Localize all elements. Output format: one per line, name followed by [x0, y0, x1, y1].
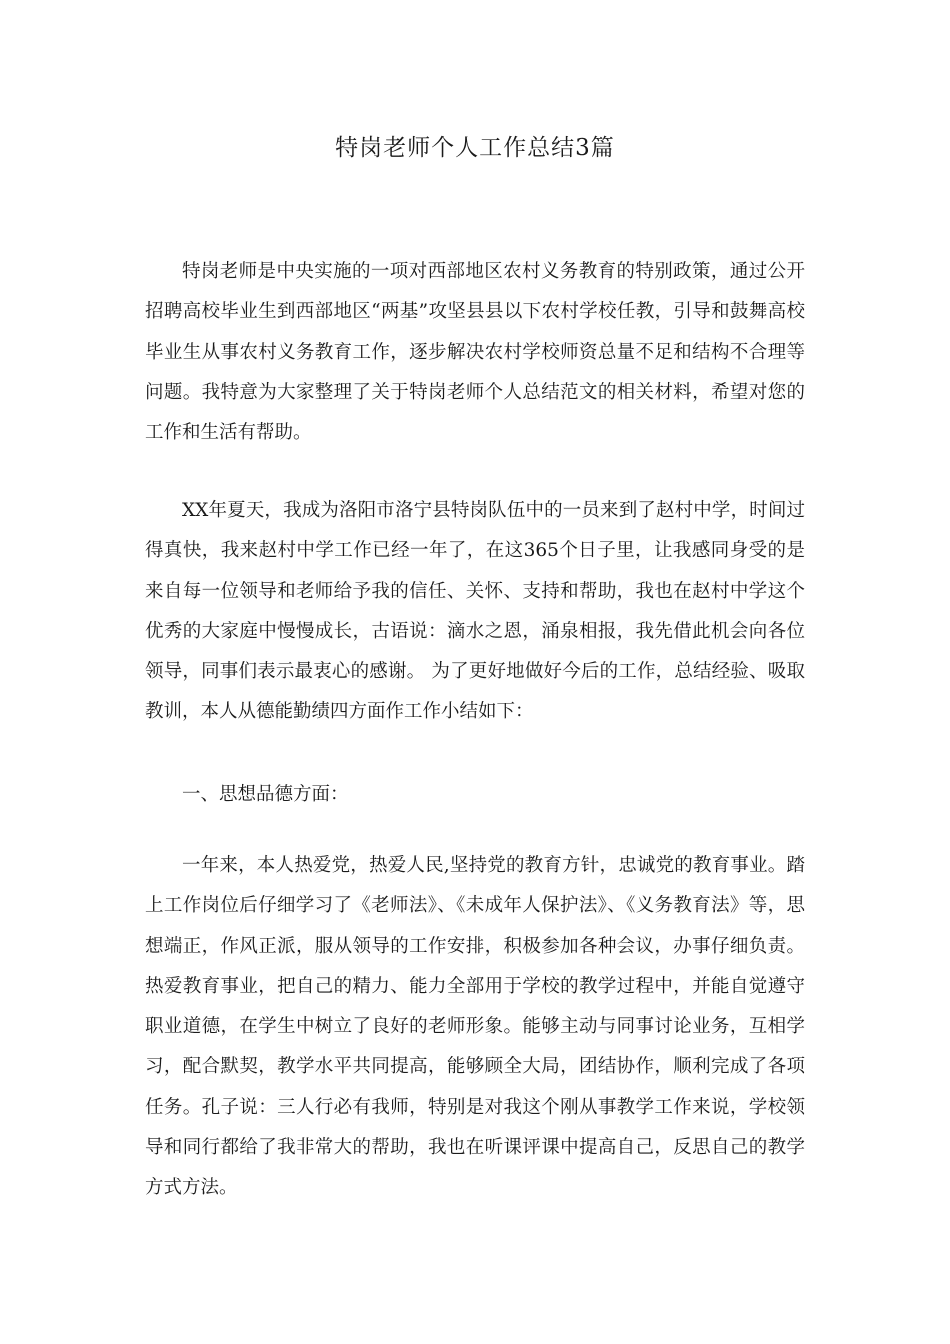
section-heading-ideology: 一、思想品德方面： [182, 784, 349, 805]
paragraph-ideology: 一年来，本人热爱党，热爱人民,坚持党的教育方针，忠诚党的教育事业。踏上工作岗位后仔细学习了《老师法》、《未成年人保护法》、《义务教育法》等，思想端正，作风正派，服从领导的工作安排，积极参加各种会议，办事仔细负责。热爱教育事业，把自己的精力、能力全部用于学校的教学过程中，并能自觉遵守职业道德，在学生中树立了良好的老师形象。能够主动与同事讨论业务，互相学习，配合默契，教学水平共同提高，能够顾全大局，团结协作，顺利完成了各项任务。孔子说：三人行必有我师，特别是对我这个刚从事教学工作来说，学校领导和同行都给了我非常大的帮助，我也在听课评课中提高自己，反思自己的教学方式方法。 [145, 855, 805, 1199]
paragraph-background: XX年夏天，我成为洛阳市洛宁县特岗队伍中的一员来到了赵村中学，时间过得真快，我来赵村中学工作已经一年了，在这365个日子里，让我感同身受的是来自每一位领导和老师给予我的信任、关怀、支持和帮助，我也在赵村中学这个优秀的大家庭中慢慢成长，古语说：滴水之恩，涌泉相报，我先借此机会向各位领导，同事们表示最衷心的感谢。 为了更好地做好今后的工作，总结经验、吸取教训，本人从德能勤绩四方面作工作小结如下： [145, 500, 805, 723]
document-title: 特岗老师个人工作总结3篇 [335, 135, 615, 161]
paragraph-intro: 特岗老师是中央实施的一项对西部地区农村义务教育的特别政策，通过公开招聘高校毕业生到西部地区“两基”攻坚县县以下农村学校任教，引导和鼓舞高校毕业生从事农村义务教育工作，逐步解决农村学校师资总量不足和结构不合理等问题。我特意为大家整理了关于特岗老师个人总结范文的相关材料，希望对您的工作和生活有帮助。 [145, 261, 805, 444]
